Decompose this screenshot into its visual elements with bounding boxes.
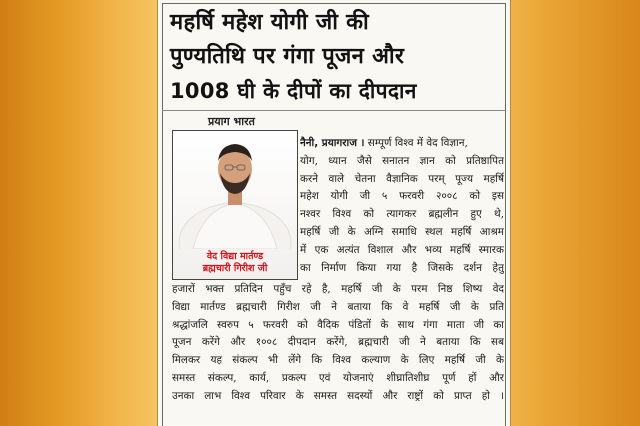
dateline: प्रयाग भारत [208,115,255,128]
body-line: नश्वर विश्व को त्यागकर ब्रह्मलीन हुए थे, [300,208,504,221]
body-line: करने वाले चेतना वैज्ञानिक परम् पूज्य महर्षि [300,172,504,185]
photo-caption-line-2: ब्रह्मचारी गिरीश जी [202,263,268,274]
body-line: श्रद्धांजलि स्वरुप ५ फरवरी को वैदिक पंडितों के साथ गंगा माता जी का [172,318,504,331]
headline-line-1: महर्षि महेश योगी जी की [170,10,370,35]
body-line: उनका लाभ विश्व परिवार के समस्त सदस्यों और राष्ट्रों को प्राप्त हो । [172,389,504,402]
body-line: महर्षि जी के अग्नि समाधि स्थल महर्षि आश्रम [300,225,504,238]
body-line-text: सम्पूर्ण विश्व में वेद विज्ञान, [367,137,468,149]
body-column-right [300,135,504,277]
photo-caption [173,251,297,275]
newspaper-clipping [158,0,510,426]
body-line [300,135,504,153]
body-line: हजारों भक्त प्रतिदिन पहुँच रहे है, महर्षि जी के परम निष्ठ शिष्य वेद [172,283,504,295]
body-line: योग, ध्यान जैसे सनातन ज्ञान को प्रतिष्ठापित [300,154,504,167]
headline-line-2: पुण्यतिथि पर गंगा पूजन और [170,44,405,69]
body-line: में एक अत्यंत विशाल और भव्य महर्षि स्मारक [300,243,504,256]
headline [170,6,504,108]
body-line: मिलकर यह संकल्प भी लेंगे कि विश्व कल्याण के लिए महर्षि जी के [172,354,504,367]
body-line: विद्या मार्तण्ड ब्रह्मचारी गिरीश जी ने बताया कि वे महर्षि जी के प्रति [172,300,504,313]
body-line: समस्त संकल्प, कार्य, प्रकल्प एवं योजनाएं शीघ्रातिशीघ्र पूर्ण हों और [172,371,504,384]
body-column-full [172,281,504,406]
dateline-lead: नैनी, प्रयागराज । [300,137,365,149]
body-line: महेश योगी जी ५ फरवरी २००८ को इस [300,190,504,203]
portrait-photo [172,130,298,280]
person-portrait-icon [173,131,297,249]
headline-line-3: 1008 घी के दीपों का दीपदान [170,79,417,103]
photo-caption-line-1: वेद विद्या मार्तण्ड [206,251,264,262]
headline-divider [162,110,506,111]
body-line: पूजन करेंगे और १००८ दीपदान करेंगे, ब्रह्मचारी जी ने बताया कि सब [172,336,504,349]
body-line: का निर्माण किया गया है जिसके दर्शन हेतु [300,261,504,274]
